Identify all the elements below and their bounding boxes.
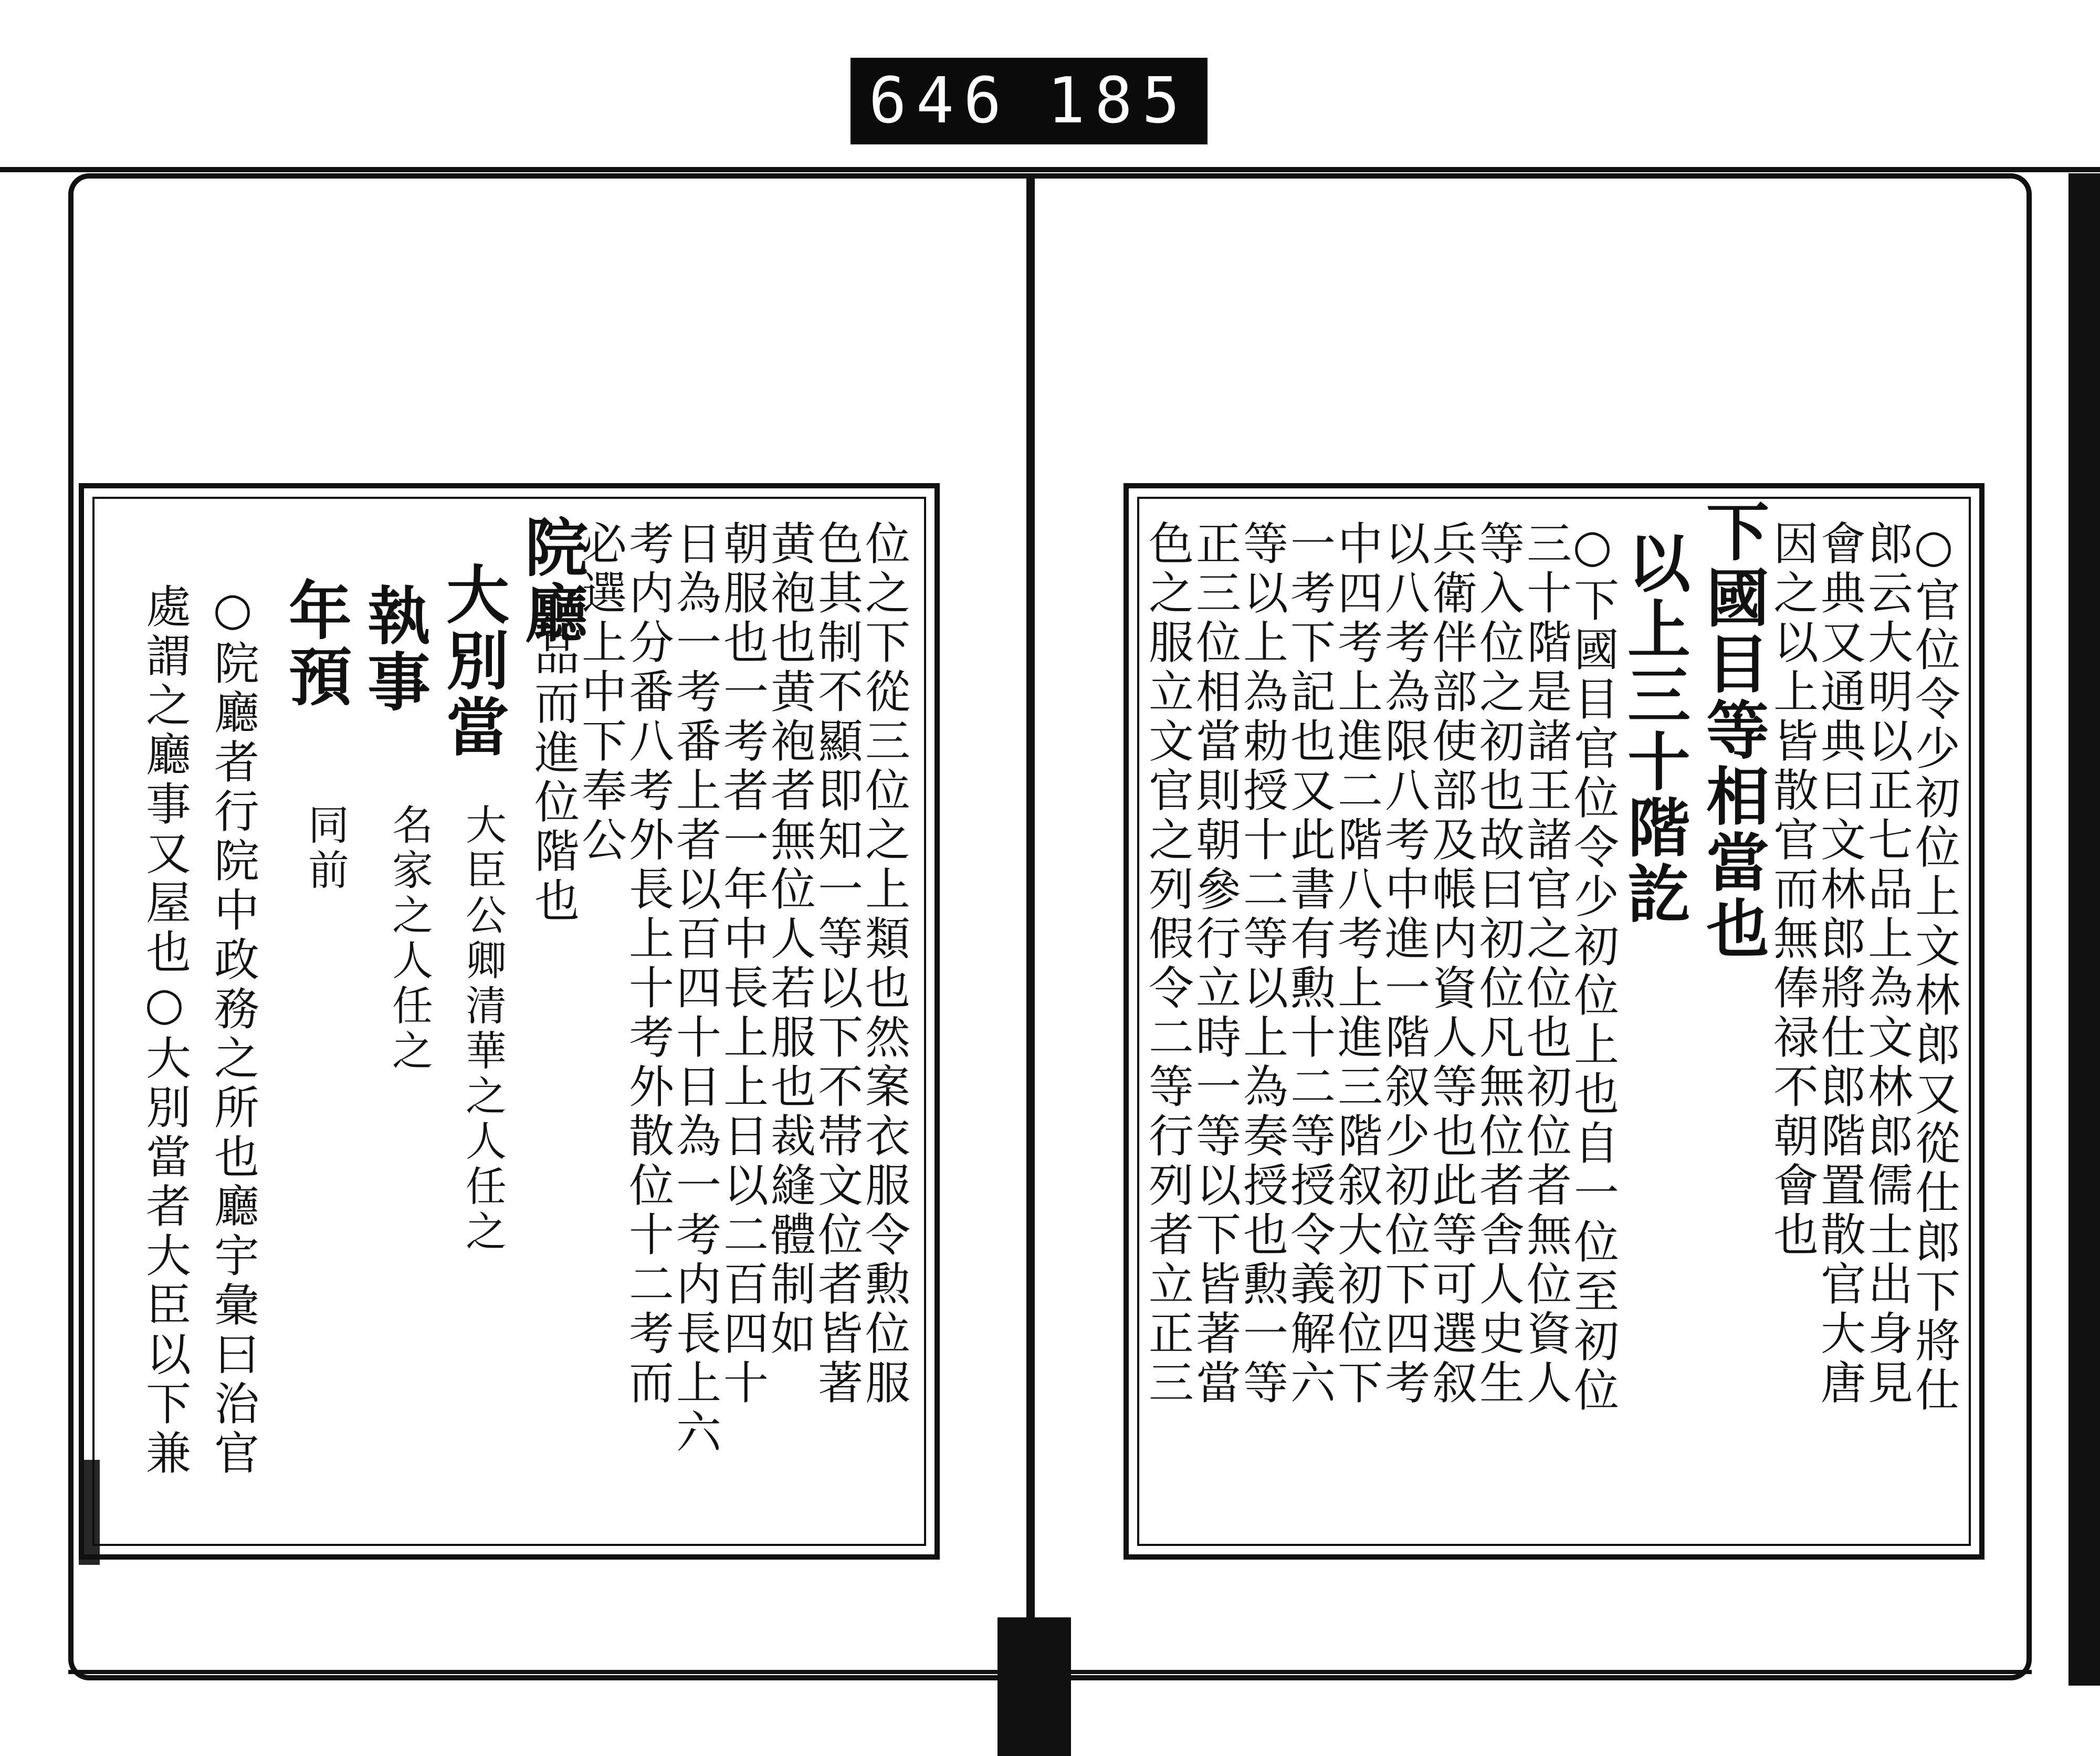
- right-col-14: 等以上為勅授十二等以上為奏授也勲一等: [1235, 520, 1288, 1408]
- left-col-5: ○院廳者行院中政務之所也廳宇彙曰治官: [206, 583, 259, 1479]
- left-col-13: 朝服也一考者一年中長上上日以二百四十: [716, 520, 768, 1408]
- right-col-1: ○官位令少初位上文林郎又從仕郎下將仕: [1907, 520, 1960, 1416]
- left-col-1: 院廳: [514, 515, 589, 647]
- right-col-10: 兵衛伴部使部及帳内資人等也此等可選叙: [1424, 520, 1477, 1408]
- left-col-6: 處謂之廳事又屋也○大別當者大臣以下兼: [138, 583, 191, 1479]
- right-col-5: 下國目等相當也: [1696, 499, 1770, 962]
- left-col-7: 大臣公卿清華之人任之: [459, 803, 506, 1255]
- book-spine: [1026, 173, 1035, 1756]
- right-col-8: 三十階是諸王諸官之位也初位者無位資人: [1519, 520, 1571, 1408]
- right-col-12: 中四考上進二階八考上進三階叙大初位下: [1330, 520, 1382, 1408]
- left-col-10: 位之下從三位之上類也然案衣服令勲位服: [857, 520, 910, 1408]
- ink-stain: [79, 1460, 100, 1565]
- left-page: [79, 483, 940, 1560]
- spine-foot: [998, 1617, 1071, 1756]
- top-rule: [0, 167, 2100, 172]
- right-page-frame: [1137, 497, 1971, 1546]
- left-page-frame: [92, 497, 926, 1546]
- right-col-4: 因之以上皆散官而無俸禄不朝會也: [1766, 520, 1818, 1260]
- right-col-13: 一考下記也又此書有勲十二等授令義解六: [1283, 520, 1335, 1408]
- right-page: [1124, 483, 1984, 1560]
- left-col-11: 色其制不顯即知一等以下不帯文位者皆著: [810, 520, 863, 1408]
- left-col-2: 大別當: [436, 562, 510, 760]
- left-col-17: 品而進位階也: [527, 630, 579, 926]
- right-col-2: 郎云大明以正七品上為文林郎儒士出身見: [1860, 520, 1913, 1408]
- right-col-6: 以上三十階訖: [1617, 530, 1691, 927]
- right-col-3: 會典又通典曰文林郎將仕郎階置散官大唐: [1813, 520, 1865, 1408]
- left-col-9: 同前: [301, 803, 349, 894]
- left-col-16: 必選上中下奉公: [574, 520, 626, 865]
- archive-number-left: 646: [868, 65, 1011, 138]
- archive-number-right: 185: [1047, 65, 1190, 138]
- left-col-3: 執事: [357, 583, 431, 715]
- left-col-15: 考内分番八考外長上十考外散位十二考而: [621, 520, 674, 1408]
- right-col-9: 等入位之初也故曰初位凡無位者舎人史生: [1472, 520, 1524, 1408]
- right-col-11: 以八考為限八考中進一階叙少初位下四考: [1377, 520, 1430, 1408]
- left-col-4: 年預: [278, 578, 352, 710]
- right-col-15: 正三位相當則朝參行立時一等以下皆著當: [1188, 520, 1241, 1408]
- left-col-12: 黄袍也黄袍者無位人若服也裁縫體制如: [763, 520, 815, 1359]
- right-col-7: ○下國目官位令少初位上也自一位至初位: [1566, 520, 1619, 1416]
- left-col-8: 名家之人任之: [385, 803, 433, 1074]
- left-col-14: 日為一考番上者以百四十日為一考内長上六: [668, 520, 721, 1458]
- right-edge: [2068, 173, 2100, 1686]
- right-col-16: 色之服立文官之列假令二等行列者立正三: [1141, 520, 1193, 1408]
- bottom-edge: [68, 1670, 2032, 1674]
- archive-label: [850, 58, 1208, 144]
